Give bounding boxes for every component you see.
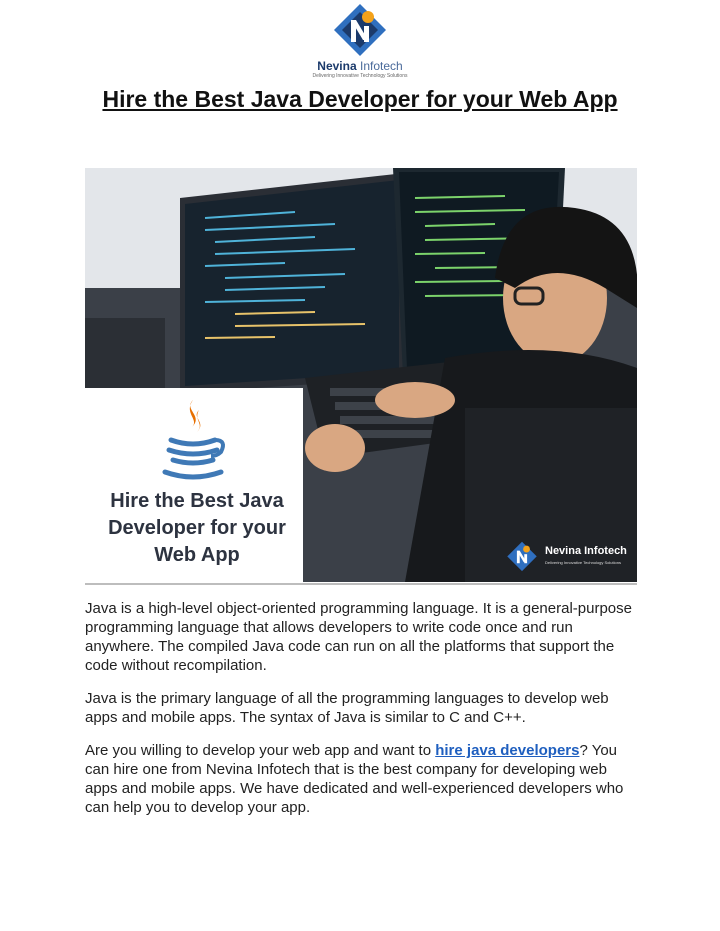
badge-tagline: Delivering Innovative Technology Solutions: [545, 560, 621, 565]
nevina-logo-icon: [330, 2, 390, 60]
paragraph-intro: Java is a high-level object-oriented programming language. It is a general-purpose programming language that allows developers to write code once and run anywhere. The compiled Java code can run on all the platforms that support the code without recompilation.: [85, 600, 632, 674]
logo-tagline: Delivering Innovative Technology Solutions: [312, 73, 408, 79]
paragraph-hire: [85, 741, 637, 817]
paragraph-hire-rest: ? You can hire one from Nevina Infotech that is the best company for developing web apps and mobile apps. We have dedicated and well-experienced developers who can help you to develop your app.: [85, 742, 624, 816]
hire-java-developers-link[interactable]: hire java developers: [435, 742, 580, 759]
promo-card-text: Hire the Best Java Developer for your Web App: [108, 490, 286, 566]
image-divider: [85, 583, 637, 585]
article-body: [85, 599, 637, 831]
logo-wordmark: [305, 60, 415, 73]
paragraph-primary-language: Java is the primary language of all the programming languages to develop web apps and mobile apps. The syntax of Java is similar to C and C++.: [85, 690, 609, 726]
promo-card: [85, 388, 303, 582]
hero-brand-badge: [505, 538, 627, 576]
badge-name: Nevina Infotech: [545, 545, 627, 557]
logo-name-bold: Nevina: [317, 59, 357, 73]
page-title: Hire the Best Java Developer for your Web App: [102, 86, 618, 112]
java-logo-icon: [153, 396, 233, 482]
company-logo[interactable]: [305, 2, 415, 82]
logo-name-light: Infotech: [360, 59, 403, 73]
nevina-badge-icon: [505, 540, 539, 574]
paragraph-hire-lead: Are you willing to develop your web app and want to: [85, 742, 436, 759]
hero-image: [85, 168, 637, 582]
